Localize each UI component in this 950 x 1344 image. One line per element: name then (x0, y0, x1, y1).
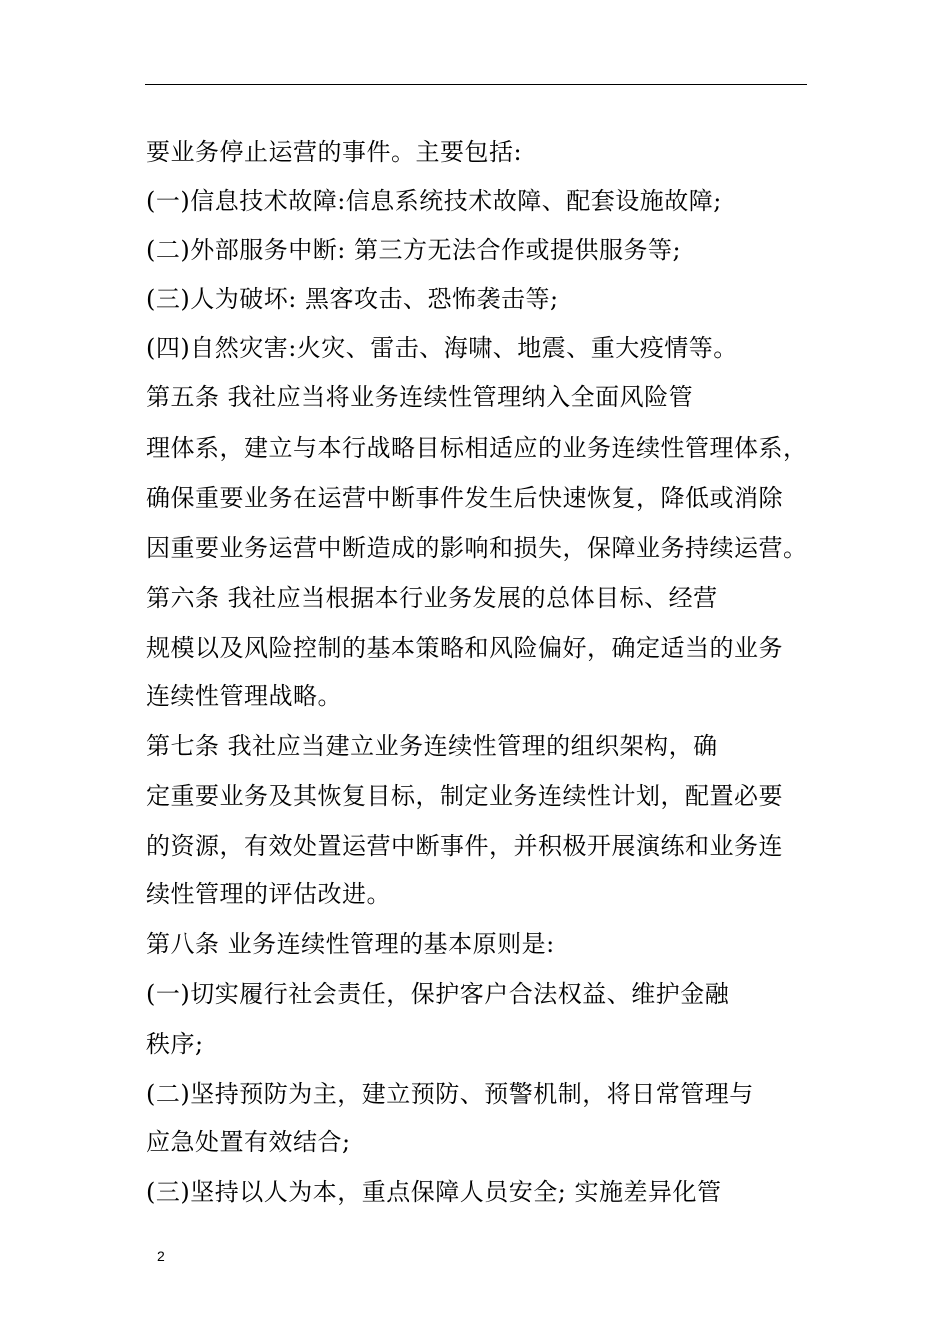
page-number: 2 (157, 1248, 165, 1264)
text-line-15: 的资源，有效处置运营中断事件，并积极开展演练和业务连 (146, 832, 783, 860)
text-line-19: 秩序; (146, 1030, 204, 1058)
text-line-17: 第八条 业务连续性管理的基本原则是: (146, 930, 555, 958)
text-line-2: (一)信息技术故障:信息系统技术故障、配套设施故障; (146, 187, 722, 215)
text-line-21: 应急处置有效结合; (146, 1128, 351, 1156)
text-line-10: 第六条 我社应当根据本行业务发展的总体目标、经营 (146, 584, 718, 612)
text-line-4: (三)人为破坏: 黑客攻击、恐怖袭击等; (146, 285, 559, 313)
text-line-14: 定重要业务及其恢复目标，制定业务连续性计划，配置必要 (146, 782, 783, 810)
text-line-1: 要业务停止运营的事件。主要包括: (146, 138, 523, 166)
text-line-22: (三)坚持以人为本，重点保障人员安全; 实施差异化管 (146, 1178, 722, 1206)
text-line-6: 第五条 我社应当将业务连续性管理纳入全面风险管 (146, 383, 694, 411)
text-line-12: 连续性管理战略。 (146, 682, 342, 710)
text-line-20: (二)坚持预防为主，建立预防、预警机制，将日常管理与 (146, 1080, 754, 1108)
text-line-8: 确保重要业务在运营中断事件发生后快速恢复，降低或消除 (146, 484, 783, 512)
text-line-9: 因重要业务运营中断造成的影响和损失，保障业务持续运营。 (146, 534, 808, 562)
text-line-16: 续性管理的评估改进。 (146, 880, 391, 908)
text-line-7: 理体系，建立与本行战略目标相适应的业务连续性管理体系， (146, 434, 808, 462)
text-line-3: (二)外部服务中断: 第三方无法合作或提供服务等; (146, 236, 682, 264)
text-line-13: 第七条 我社应当建立业务连续性管理的组织架构，确 (146, 732, 718, 760)
text-line-5: (四)自然灾害:火灾、雷击、海啸、地震、重大疫情等。 (146, 334, 738, 362)
header-rule (145, 84, 807, 85)
text-line-18: (一)切实履行社会责任，保护客户合法权益、维护金融 (146, 980, 730, 1008)
text-line-11: 规模以及风险控制的基本策略和风险偏好，确定适当的业务 (146, 634, 783, 662)
